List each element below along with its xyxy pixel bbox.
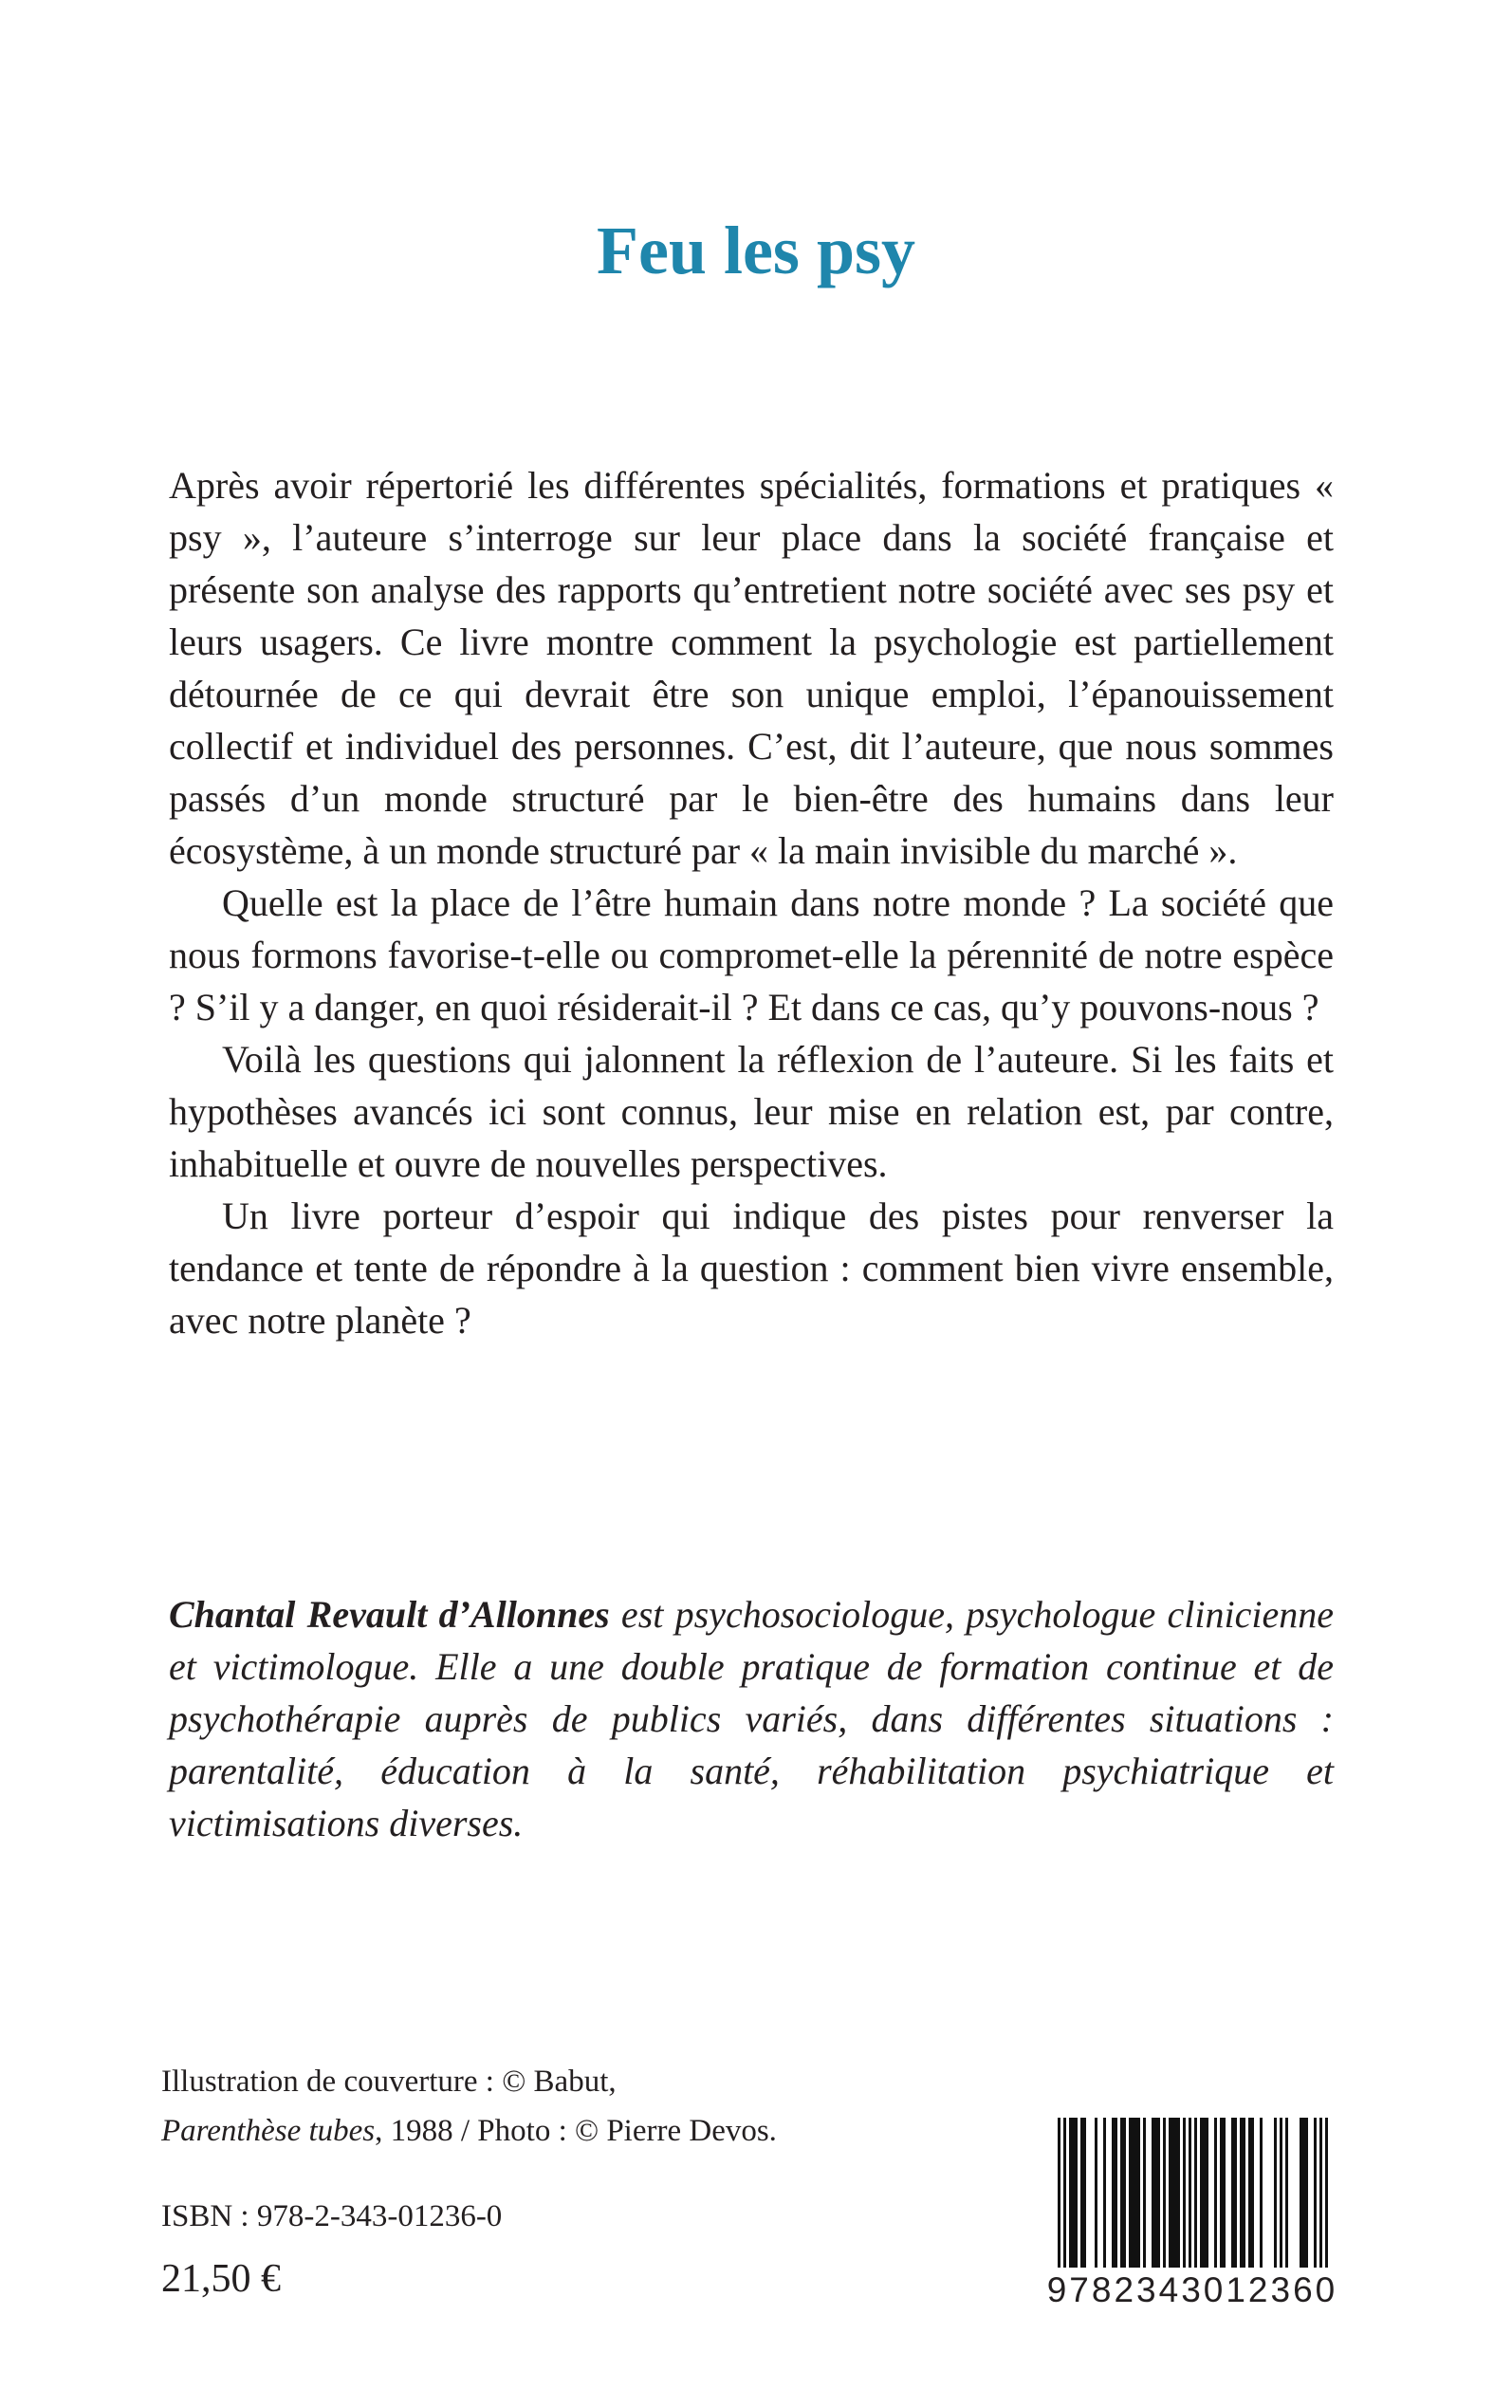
barcode-bar: [1123, 2118, 1126, 2268]
credits-line-2: [161, 2106, 939, 2156]
summary-paragraph: Voilà les questions qui jalonnent la réflexion de l’auteure. Si les faits et hypothèses avancés ici sont connus, leur mise en relation est, par contre, inhabituelle et ouvre de nouvelles perspectives.: [169, 1038, 1334, 1185]
barcode-bar: [1120, 2118, 1123, 2268]
barcode-bar: [1189, 2118, 1191, 2268]
barcode-bar: [1154, 2118, 1157, 2268]
barcode-bar: [1251, 2118, 1254, 2268]
barcode-bar: [1240, 2118, 1243, 2268]
barcode-bar: [1143, 2118, 1146, 2268]
barcode-bar: [1083, 2118, 1086, 2268]
barcode-bar: [1095, 2118, 1097, 2268]
barcode-bar: [1194, 2118, 1197, 2268]
barcode-bars: [1041, 2118, 1344, 2269]
barcode-bar: [1223, 2118, 1226, 2268]
barcode-bar: [1305, 2118, 1308, 2268]
barcode-bar: [1171, 2118, 1174, 2268]
barcode: [1041, 2118, 1344, 2315]
barcode-bar: [1274, 2118, 1277, 2268]
barcode-bar: [1072, 2118, 1075, 2268]
barcode-bar: [1300, 2118, 1302, 2268]
barcode-bar: [1248, 2118, 1251, 2268]
cover-credits: [161, 2057, 939, 2156]
barcode-bar: [1231, 2118, 1234, 2268]
barcode-bar: [1280, 2118, 1282, 2268]
author-bio: [169, 1588, 1334, 1849]
barcode-bar: [1183, 2118, 1186, 2268]
barcode-bar: [1169, 2118, 1171, 2268]
barcode-bar: [1115, 2118, 1117, 2268]
barcode-bar: [1177, 2118, 1180, 2268]
book-title: Feu les psy: [596, 213, 916, 288]
barcode-bar: [1063, 2118, 1066, 2268]
barcode-bar: [1234, 2118, 1237, 2268]
barcode-bar: [1302, 2118, 1305, 2268]
barcode-bar: [1157, 2118, 1160, 2268]
barcode-bar: [1075, 2118, 1078, 2268]
credits-line-1: Illustration de couverture : © Babut,: [161, 2065, 617, 2099]
barcode-bar: [1200, 2118, 1203, 2268]
author-name: Chantal Revault d’Allonnes: [169, 1593, 610, 1636]
barcode-bar: [1214, 2118, 1217, 2268]
summary-paragraph: Après avoir répertorié les différentes spécialités, formations et pratiques « psy », l’auteure s’interroge sur leur place dans la société française et présente son analyse des rapports qu’entretient notre société avec ses psy et leurs usagers. Ce livre montre comment la psychologie est partiellement détournée de ce qui devrait être son unique emploi, l’épanouissement collectif et individuel des personnes. C’est, dit l’auteure, que nous sommes passés d’un monde structuré par le bien-être des humains dans leur écosystème, à un monde structuré par « la main invisible du marché ».: [169, 464, 1334, 872]
barcode-digits: 9782343012360: [1046, 2270, 1338, 2309]
barcode-bar: [1285, 2118, 1288, 2268]
barcode-bar: [1260, 2118, 1263, 2268]
barcode-bar: [1080, 2118, 1083, 2268]
summary-paragraph: Un livre porteur d’espoir qui indique des pistes pour renverser la tendance et tente de répondre à la question : comment bien vivre ensemble, avec notre planète ?: [169, 1195, 1334, 1342]
barcode-bar: [1103, 2118, 1106, 2268]
barcode-bar: [1132, 2118, 1134, 2268]
barcode-bar: [1163, 2118, 1166, 2268]
barcode-bar: [1203, 2118, 1206, 2268]
barcode-bar: [1314, 2118, 1317, 2268]
credits-line-2-rest: , 1988 / Photo : © Pierre Devos.: [375, 2114, 777, 2148]
barcode-bar: [1220, 2118, 1223, 2268]
barcode-bar: [1137, 2118, 1140, 2268]
barcode-bar: [1319, 2118, 1322, 2268]
barcode-bar: [1112, 2118, 1115, 2268]
barcode-bar: [1069, 2118, 1072, 2268]
isbn-text: ISBN : 978-2-343-01236-0: [161, 2199, 503, 2233]
barcode-bar: [1174, 2118, 1177, 2268]
barcode-bar: [1058, 2118, 1060, 2268]
barcode-bar: [1134, 2118, 1137, 2268]
author-bio-text: est psychosociologue, psychologue clinicienne et victimologue. Elle a une double pratique de formation continue et de psychothérapie auprès de publics variés, dans différentes situations : parentalité, éducation à la santé, réhabilitation psychiatrique et victimisations diverses.: [169, 1593, 1334, 1844]
summary-paragraph: Quelle est la place de l’être humain dans notre monde ? La société que nous formons favorise-t-elle ou compromet-elle la pérennité de notre espèce ? S’il y a danger, en quoi résiderait-il ? Et dans ce cas, qu’y pouvons-nous ?: [169, 881, 1334, 1028]
back-cover-summary: [169, 459, 1334, 1346]
barcode-bar: [1152, 2118, 1154, 2268]
barcode-bar: [1206, 2118, 1208, 2268]
barcode-bar: [1325, 2118, 1328, 2268]
price-text: 21,50 €: [161, 2257, 281, 2301]
barcode-bar: [1129, 2118, 1132, 2268]
credits-work-title: Parenthèse tubes: [161, 2114, 376, 2148]
barcode-bar: [1243, 2118, 1245, 2268]
